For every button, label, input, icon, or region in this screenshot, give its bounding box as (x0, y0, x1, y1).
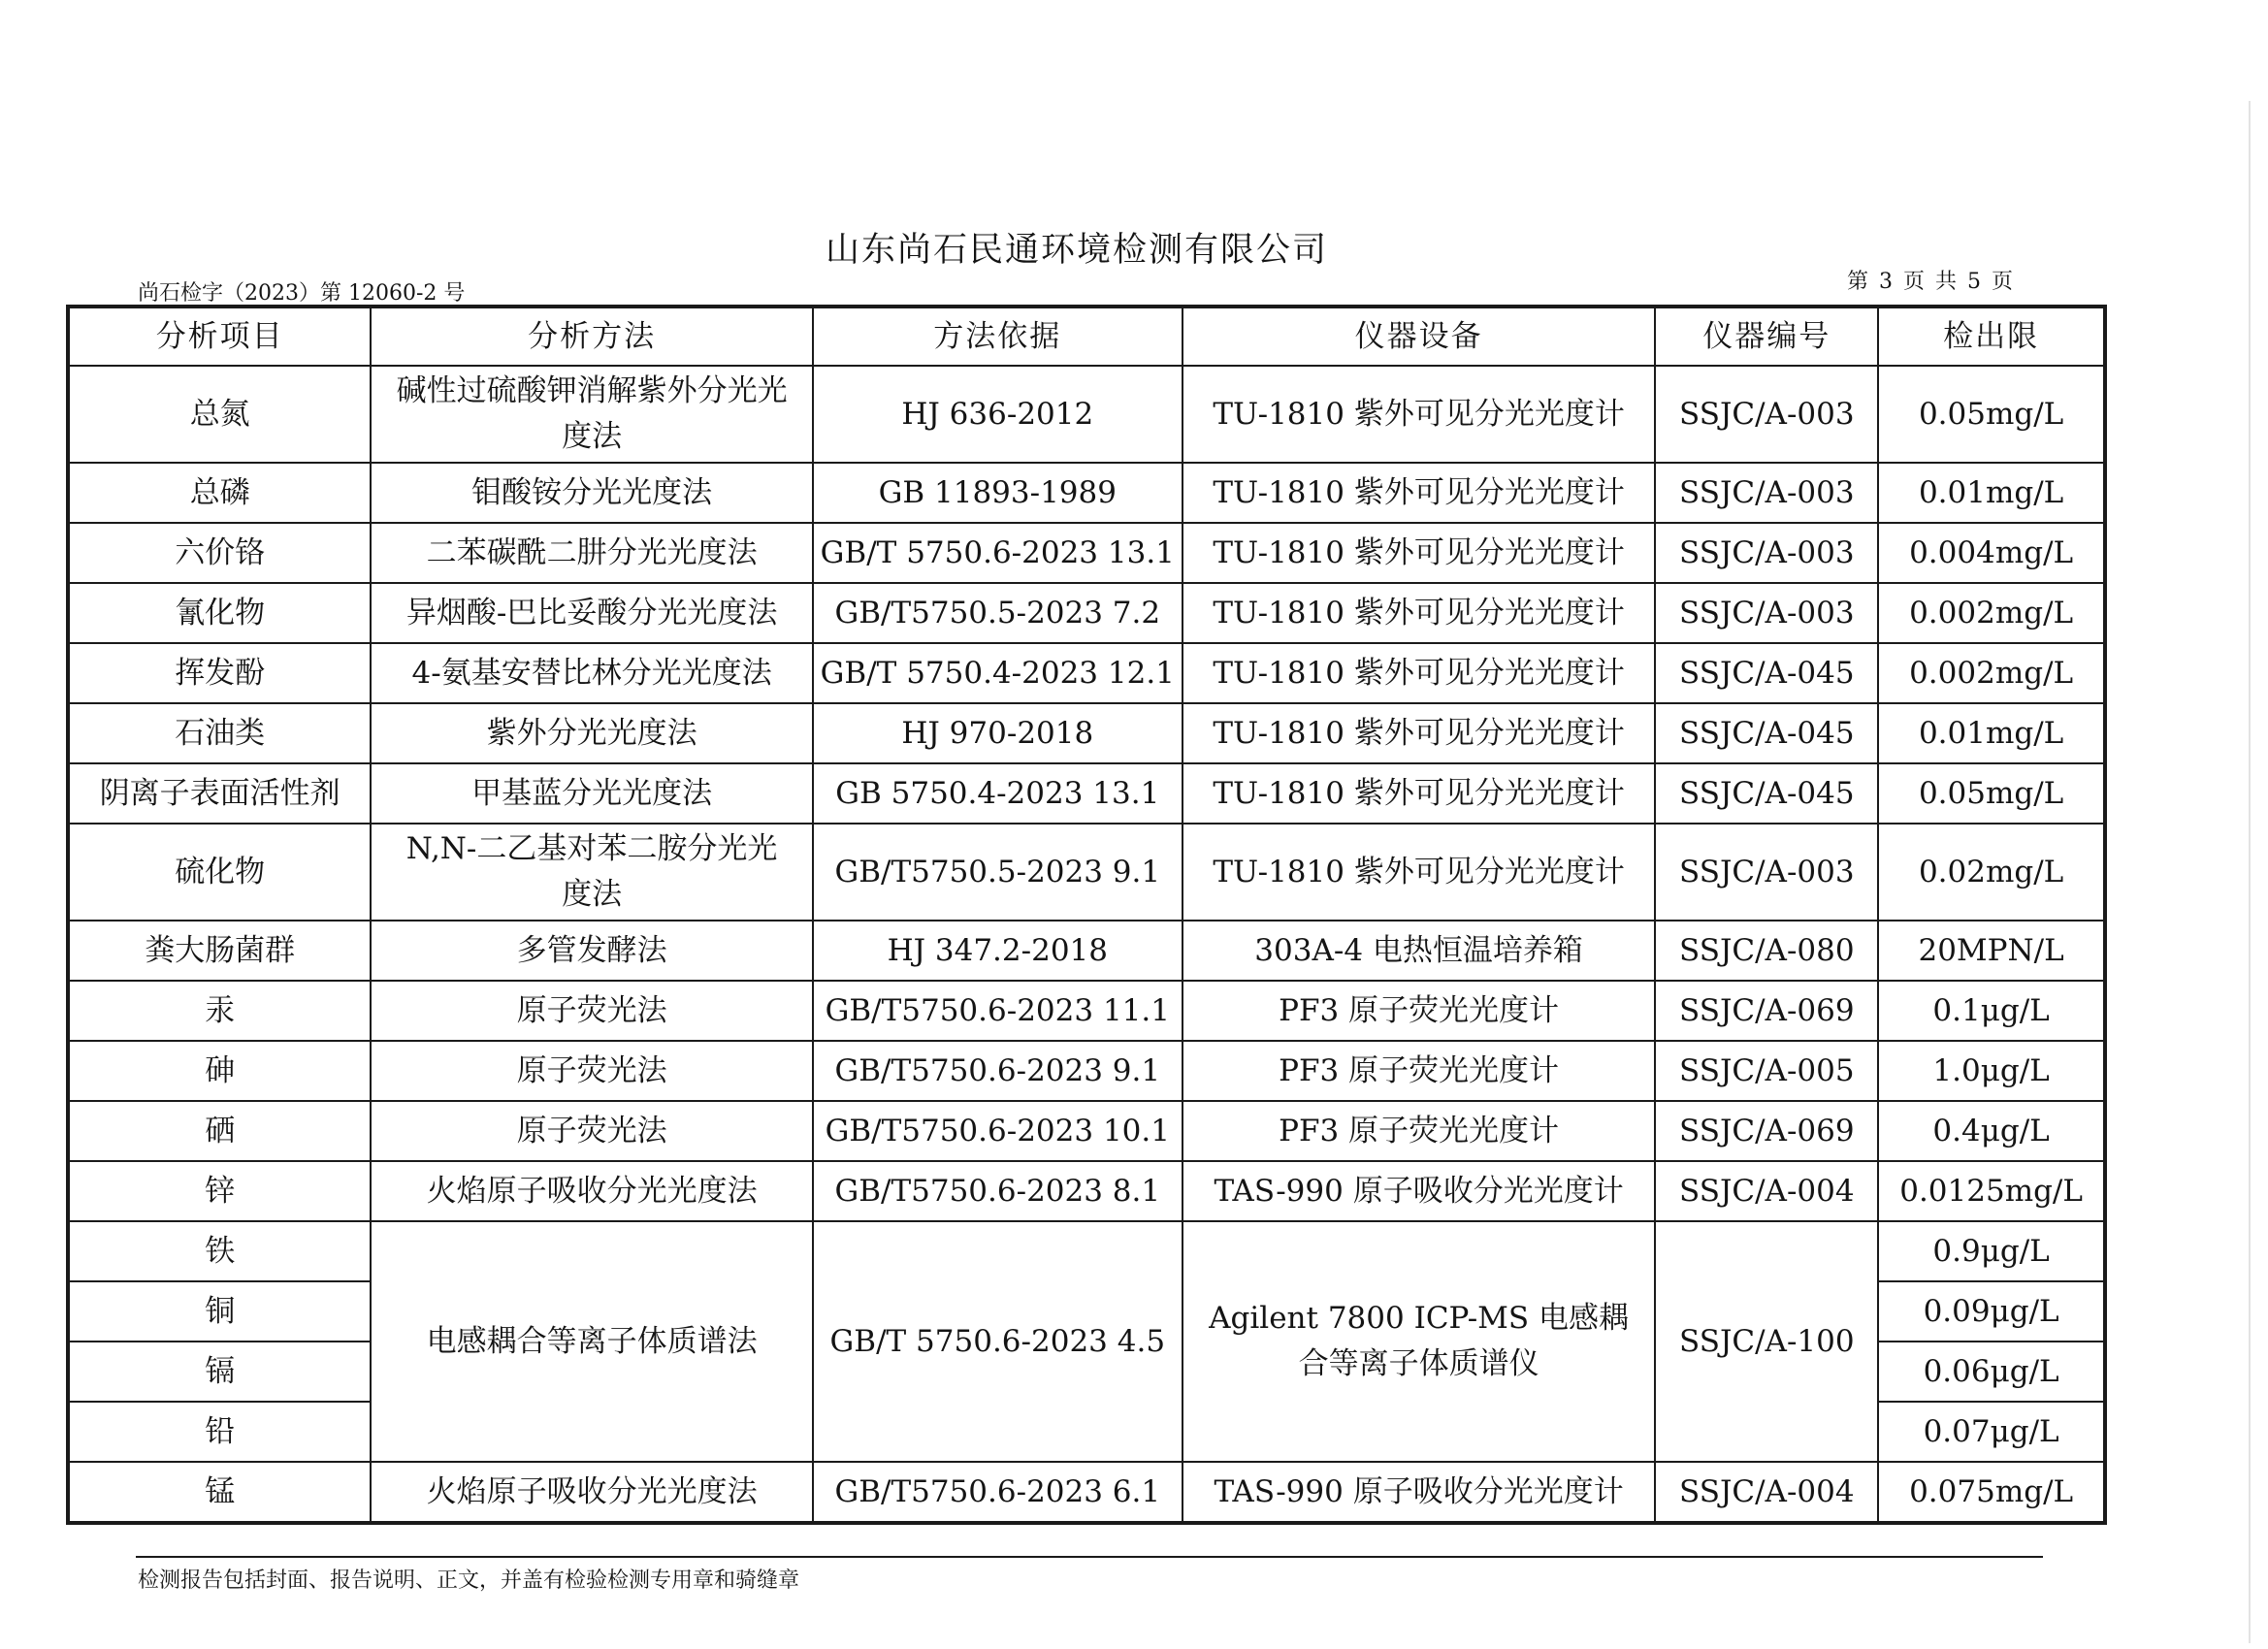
instrument: TU-1810 紫外可见分光光度计 (1183, 763, 1656, 824)
analysis-item: 锰 (68, 1462, 371, 1523)
footer-divider (136, 1556, 2043, 1558)
table-row (68, 921, 2105, 981)
instrument: Agilent 7800 ICP-MS 电感耦合等离子体质谱仪 (1183, 1221, 1656, 1462)
method-basis: GB/T5750.6-2023 11.1 (813, 981, 1183, 1041)
analysis-method: 甲基蓝分光光度法 (371, 763, 812, 824)
analysis-method: N,N-二乙基对苯二胺分光光度法 (371, 824, 812, 921)
footer-note: 检测报告包括封面、报告说明、正文，并盖有检验检测专用章和骑缝章 (138, 1568, 800, 1593)
table-row (68, 583, 2105, 643)
table-row (68, 463, 2105, 523)
instrument-code: SSJC/A-045 (1655, 643, 1878, 703)
analysis-item: 砷 (68, 1041, 371, 1101)
method-basis: GB/T 5750.6-2023 13.1 (813, 523, 1183, 583)
method-basis: GB/T 5750.4-2023 12.1 (813, 643, 1183, 703)
detection-limit: 0.06μg/L (1878, 1342, 2105, 1402)
method-basis: GB 5750.4-2023 13.1 (813, 763, 1183, 824)
instrument-code: SSJC/A-003 (1655, 523, 1878, 583)
detection-limit: 0.0125mg/L (1878, 1161, 2105, 1221)
detection-limit: 0.075mg/L (1878, 1462, 2105, 1523)
table-row (68, 1221, 2105, 1281)
analysis-method: 4-氨基安替比林分光光度法 (371, 643, 812, 703)
detection-limit: 0.01mg/L (1878, 703, 2105, 763)
table-row (68, 1101, 2105, 1161)
column-header: 检出限 (1878, 307, 2105, 366)
table-row (68, 523, 2105, 583)
report-number: 尚石检字（2023）第 12060-2 号 (138, 281, 466, 306)
instrument: 303A-4 电热恒温培养箱 (1183, 921, 1656, 981)
analysis-item: 镉 (68, 1342, 371, 1402)
detection-limit: 0.05mg/L (1878, 366, 2105, 463)
instrument-code: SSJC/A-003 (1655, 583, 1878, 643)
column-header: 分析项目 (68, 307, 371, 366)
method-basis: HJ 347.2-2018 (813, 921, 1183, 981)
analysis-item: 总磷 (68, 463, 371, 523)
instrument-code: SSJC/A-004 (1655, 1161, 1878, 1221)
instrument: TU-1810 紫外可见分光光度计 (1183, 583, 1656, 643)
analysis-method: 电感耦合等离子体质谱法 (371, 1221, 812, 1462)
table-row (68, 366, 2105, 463)
instrument: TU-1810 紫外可见分光光度计 (1183, 824, 1656, 921)
detection-limit: 1.0μg/L (1878, 1041, 2105, 1101)
method-basis: GB 11893-1989 (813, 463, 1183, 523)
company-name: 山东尚石民通环境检测有限公司 (825, 231, 1328, 270)
analysis-item: 六价铬 (68, 523, 371, 583)
scan-edge (2249, 101, 2251, 1643)
analysis-method: 多管发酵法 (371, 921, 812, 981)
method-basis: GB/T5750.5-2023 9.1 (813, 824, 1183, 921)
instrument: TU-1810 紫外可见分光光度计 (1183, 366, 1656, 463)
analysis-method: 火焰原子吸收分光光度法 (371, 1462, 812, 1523)
table-row (68, 703, 2105, 763)
table-row (68, 643, 2105, 703)
detection-limit: 0.004mg/L (1878, 523, 2105, 583)
method-basis: GB/T5750.6-2023 10.1 (813, 1101, 1183, 1161)
analysis-method: 火焰原子吸收分光光度法 (371, 1161, 812, 1221)
instrument-code: SSJC/A-069 (1655, 1101, 1878, 1161)
instrument-code: SSJC/A-005 (1655, 1041, 1878, 1101)
analysis-method: 二苯碳酰二肼分光光度法 (371, 523, 812, 583)
instrument-code: SSJC/A-004 (1655, 1462, 1878, 1523)
table-row (68, 981, 2105, 1041)
instrument-code: SSJC/A-045 (1655, 763, 1878, 824)
detection-limit: 0.002mg/L (1878, 643, 2105, 703)
table-header-row (68, 307, 2105, 366)
instrument-code: SSJC/A-003 (1655, 463, 1878, 523)
analysis-item: 硒 (68, 1101, 371, 1161)
table-row (68, 1462, 2105, 1523)
method-basis: GB/T5750.6-2023 6.1 (813, 1462, 1183, 1523)
detection-limit: 0.05mg/L (1878, 763, 2105, 824)
analysis-item: 硫化物 (68, 824, 371, 921)
analysis-item: 总氮 (68, 366, 371, 463)
instrument: PF3 原子荧光光度计 (1183, 1041, 1656, 1101)
instrument: TU-1810 紫外可见分光光度计 (1183, 463, 1656, 523)
table-row (68, 1161, 2105, 1221)
instrument: TU-1810 紫外可见分光光度计 (1183, 703, 1656, 763)
detection-limit: 20MPN/L (1878, 921, 2105, 981)
method-basis: HJ 636-2012 (813, 366, 1183, 463)
instrument: TAS-990 原子吸收分光光度计 (1183, 1462, 1656, 1523)
instrument: TAS-990 原子吸收分光光度计 (1183, 1161, 1656, 1221)
analysis-item: 阴离子表面活性剂 (68, 763, 371, 824)
instrument-code: SSJC/A-003 (1655, 824, 1878, 921)
analysis-item: 挥发酚 (68, 643, 371, 703)
column-header: 仪器设备 (1183, 307, 1656, 366)
analysis-item: 铁 (68, 1221, 371, 1281)
table-row (68, 763, 2105, 824)
detection-limit: 0.1μg/L (1878, 981, 2105, 1041)
analysis-item: 粪大肠菌群 (68, 921, 371, 981)
page-indicator: 第 3 页 共 5 页 (1847, 270, 2015, 294)
method-basis: HJ 970-2018 (813, 703, 1183, 763)
table-row (68, 824, 2105, 921)
analysis-item: 汞 (68, 981, 371, 1041)
instrument: PF3 原子荧光光度计 (1183, 981, 1656, 1041)
method-basis: GB/T5750.6-2023 9.1 (813, 1041, 1183, 1101)
instrument-code: SSJC/A-045 (1655, 703, 1878, 763)
instrument-code: SSJC/A-069 (1655, 981, 1878, 1041)
column-header: 分析方法 (371, 307, 812, 366)
analysis-method: 异烟酸-巴比妥酸分光光度法 (371, 583, 812, 643)
instrument-code: SSJC/A-100 (1655, 1221, 1878, 1462)
analysis-method: 原子荧光法 (371, 981, 812, 1041)
analysis-item: 铅 (68, 1402, 371, 1462)
instrument: TU-1810 紫外可见分光光度计 (1183, 523, 1656, 583)
method-basis: GB/T5750.5-2023 7.2 (813, 583, 1183, 643)
analysis-item: 锌 (68, 1161, 371, 1221)
instrument-code: SSJC/A-080 (1655, 921, 1878, 981)
method-basis: GB/T5750.6-2023 8.1 (813, 1161, 1183, 1221)
instrument: PF3 原子荧光光度计 (1183, 1101, 1656, 1161)
analysis-method: 钼酸铵分光光度法 (371, 463, 812, 523)
instrument: TU-1810 紫外可见分光光度计 (1183, 643, 1656, 703)
instrument-code: SSJC/A-003 (1655, 366, 1878, 463)
detection-limit: 0.4μg/L (1878, 1101, 2105, 1161)
analysis-method: 碱性过硫酸钾消解紫外分光光度法 (371, 366, 812, 463)
analysis-method: 原子荧光法 (371, 1101, 812, 1161)
analysis-method: 紫外分光光度法 (371, 703, 812, 763)
column-header: 仪器编号 (1655, 307, 1878, 366)
detection-limit: 0.01mg/L (1878, 463, 2105, 523)
detection-limit: 0.02mg/L (1878, 824, 2105, 921)
analysis-methods-table (66, 305, 2107, 1525)
analysis-item: 铜 (68, 1281, 371, 1342)
detection-limit: 0.09μg/L (1878, 1281, 2105, 1342)
column-header: 方法依据 (813, 307, 1183, 366)
analysis-item: 石油类 (68, 703, 371, 763)
detection-limit: 0.07μg/L (1878, 1402, 2105, 1462)
analysis-item: 氰化物 (68, 583, 371, 643)
method-basis: GB/T 5750.6-2023 4.5 (813, 1221, 1183, 1462)
detection-limit: 0.9μg/L (1878, 1221, 2105, 1281)
analysis-method: 原子荧光法 (371, 1041, 812, 1101)
detection-limit: 0.002mg/L (1878, 583, 2105, 643)
table-row (68, 1041, 2105, 1101)
